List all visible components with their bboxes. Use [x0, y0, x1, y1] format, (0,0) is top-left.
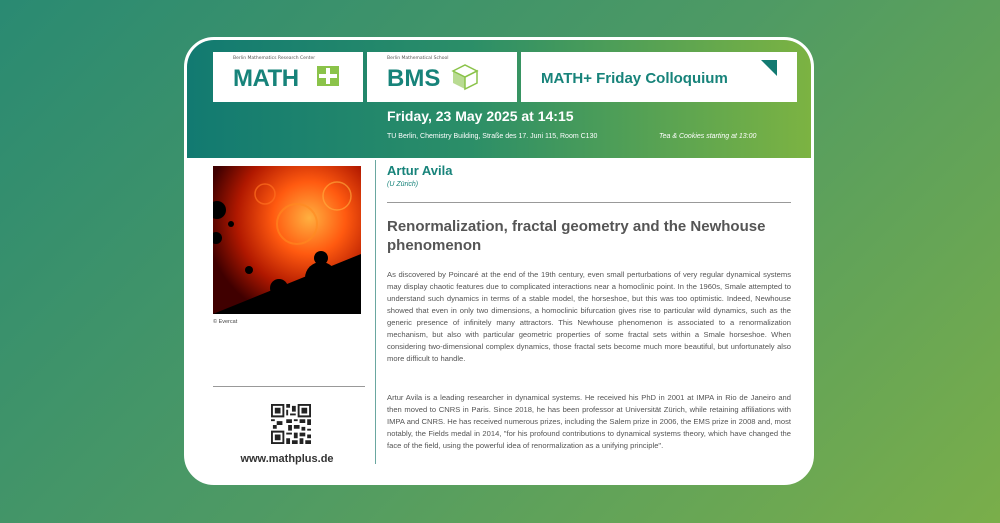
column-divider — [375, 160, 376, 464]
sidebar-divider — [213, 386, 365, 387]
bms-logo-caption: Berlin Mathematical School — [387, 56, 449, 61]
fractal-image — [213, 166, 361, 314]
talk-abstract: As discovered by Poincaré at the end of the 19th century, even small perturbations of very regular dynamical systems may display chaotic features due to complicated interactions near a homoclinic point. In the 1960s, Smale attempted to understand such dynamics in terms of a stable model, the horseshoe, but this was too optimistic. Indeed, Newhouse showed that even in only two dimensions, a homoclinic bifurcation gives rise to particular wild dynamics, such as the generic presence of infinitely many attractors. This Newhouse phenomenon is associated to a renormalization mechanism, but also with particular geometric properties of some fractal sets within a Smale horseshoe. When considering two-dimensional complex dynamics, those fractal sets become much more beautiful, but unfortunately also more difficult to handle. — [387, 270, 791, 363]
event-venue: TU Berlin, Chemistry Building, Straße des 17. Juni 115, Room C130 — [387, 133, 598, 140]
tea-note: Tea & Cookies starting at 13:00 — [659, 133, 757, 140]
talk-title: Renormalization, fractal geometry and the Newhouse phenomenon — [387, 218, 766, 254]
colloquium-poster — [184, 37, 814, 485]
website-url: www.mathplus.de — [240, 453, 334, 465]
bms-logo — [367, 52, 517, 102]
image-credit: © Evercat — [213, 319, 238, 325]
event-date-time: Friday, 23 May 2025 at 14:15 — [387, 108, 574, 124]
math-logo-wordmark: MATH — [233, 65, 299, 92]
poster-header — [187, 40, 811, 158]
speaker-affiliation: (U Zürich) — [387, 181, 419, 188]
cube-icon — [447, 61, 479, 91]
colloquium-banner — [521, 52, 797, 102]
speaker-divider — [387, 202, 791, 203]
plus-icon — [317, 66, 339, 86]
speaker-name: Artur Avila — [387, 163, 453, 178]
math-plus-logo — [213, 52, 363, 102]
math-logo-caption: Berlin Mathematics Research Center — [233, 56, 316, 61]
bms-logo-wordmark: BMS — [387, 65, 441, 92]
qr-code-icon — [271, 404, 311, 444]
speaker-bio: Artur Avila is a leading researcher in dynamical systems. He received his PhD in 2001 at IMPA in Rio de Janeiro and then moved to CNRS in Paris. Since 2018, he has been professor at Universität Zürich, while retaining affiliations with IMPA and CNRS. He has received numerous prizes, including the Salem prize in 2006, the EMS prize in 2008 and, most notably, the Fields medal in 2014, "for his profound contributions to dynamical systems theory, which have changed the face of the field, using the powerful idea of renormalization as a unifying principle". — [387, 393, 791, 450]
corner-triangle-icon — [761, 60, 777, 76]
colloquium-title: MATH+ Friday Colloquium — [541, 70, 728, 87]
